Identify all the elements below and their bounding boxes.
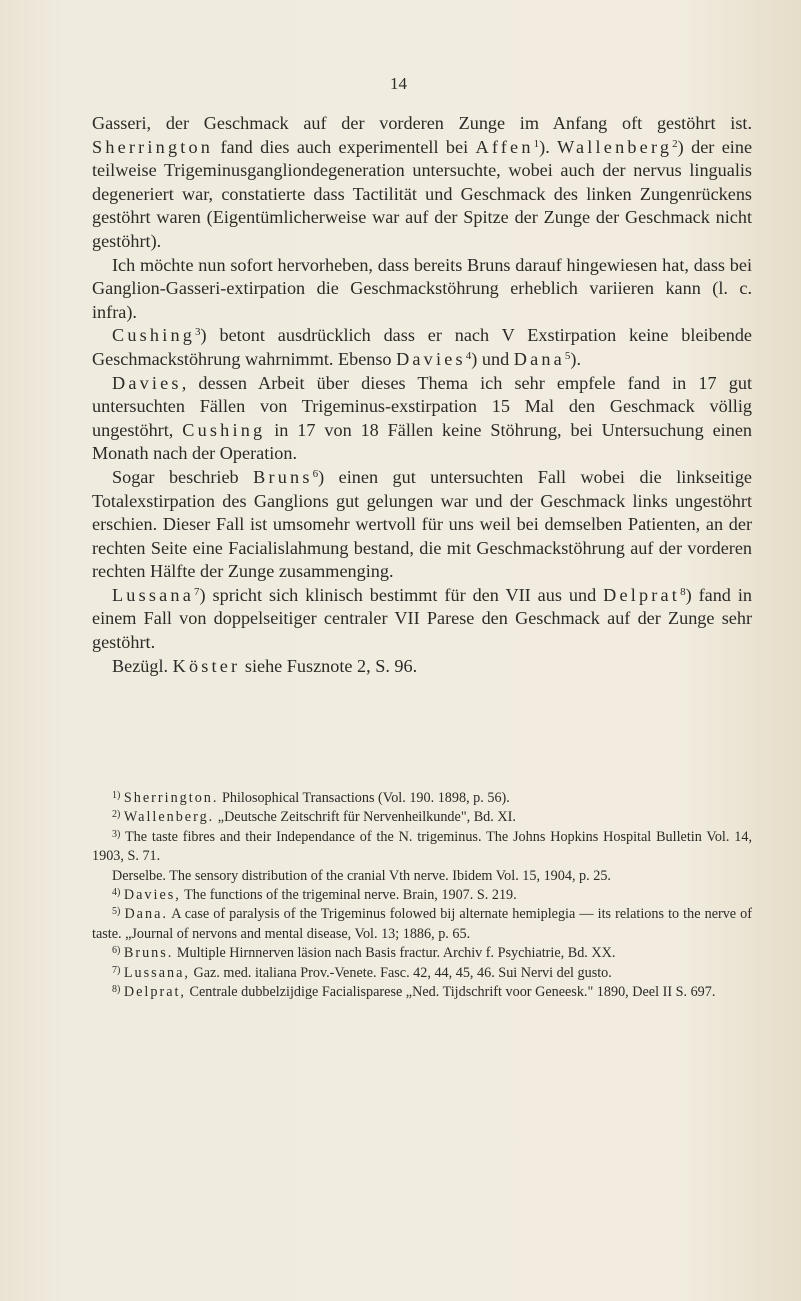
footnote-author: Sherrington. [123,790,219,806]
footnote-mark: 7) [112,964,121,976]
paragraph-1: Gasseri, der Geschmack auf der vorderen Zunge im Anfang oft gestöhrt ist. Sherrington fand dies auch experimentell bei Affen$^1$). Wallenberg$^2$) der eine teilweise Trigeminusgangliondegeneration untersuchte, wobei auch der nervus lingualis degeneriert war, constatierte dass Tactilität und Geschmack des linken Zungenrückens gestöhrt waren (Eigentümlicherweise war auf der Spitze der Zunge der Geschmack nicht gestöhrt). [92,113,753,251]
text-run: Bezügl. [112,655,173,676]
footnote-mark: 8) [112,984,121,996]
footnote-text: A case of paralysis of the Trigeminus folowed bij alternate hemiplegia — its relations to the nerve of taste. „Journal of nervons and mental disease, Vol. 13; 1886, p. 65. [92,906,753,942]
footnote-ref: 2 [672,137,678,150]
text-run: und [477,348,514,369]
paragraph-5: Sogar beschrieb Bruns$^6$) einen gut untersuchten Fall wobei die linkseitige Totalexstirpation des Ganglions gut gelungen war und der Geschmack links ungestöhrt erschien. Dieser Fall ist umsomehr wertvoll für uns weil bei demselben Patienten, an der rechten Seite eine Facialislahmung bestand, die mit Geschmackstöhrung auf der vorderen rechten Hälfte der Zunge zusammenging. [92,466,752,582]
author-name: Delprat [603,584,681,605]
footnote-mark: 1) [112,790,121,801]
author-name: Köster [172,655,241,676]
author-name: Cushing [112,325,196,346]
footnote-text: Gaz. med. italiana Prov.-Venete. Fasc. 42, 44, 45, 46. Sui Nervi del gusto. [189,964,612,981]
paragraph-3: Cushing$^3$) betont ausdrücklich dass er nach V Exstirpation keine bleibende Geschmackstöhrung wahrnimmt. Ebenso Davies$^4$) und Dana$^5$). [92,325,752,369]
footnote-author: Dana. [124,906,168,923]
footnote-text: Derselbe. The sensory distribution of the cranial Vth nerve. Ibidem Vol. 15, 1904, p. 25. [112,867,611,884]
footnote-text: Philosophical Transactions (Vol. 190. 1898, p. 56). [218,790,510,806]
author-name: Wallenberg [557,136,673,157]
text-run: fand dies auch experimentell bei [213,136,476,157]
footnote-mark: 5) [112,906,121,918]
footnote-mark: 3) [112,828,121,840]
text-run: betont ausdrücklich dass er nach V Exstirpation keine bleibende Geschmackstöhrung wahrnimmt. Ebenso [92,325,752,369]
author-name: Dana [513,348,565,369]
text-run: spricht sich klinisch bestimmt für den VII aus und [205,584,604,605]
footnote-4 [92,886,752,905]
footnote-ref: 6 [312,467,319,480]
footnote-text: „Deutsche Zeitschrift für Nervenheilkunde", Bd. XI. [214,809,516,826]
paragraph-6: Lussana$^7$) spricht sich klinisch bestimmt für den VII aus und Delprat$^8$) fand in einem Fall von doppelseitiger centraler VII Parese den Geschmack auf der Zunge sehr gestöhrt. [92,584,752,653]
author-name: Bruns [253,466,313,487]
paragraph-7 [92,655,752,679]
footnote-3-continued [92,867,752,886]
author-name: Davies [112,372,182,393]
body-text [92,112,752,678]
text-run: siehe Fusznote 2, S. 96. [240,655,418,676]
footnote-text: Multiple Hirnnerven läsion nach Basis fractur. Archiv f. Psychiatrie, Bd. XX. [173,945,616,962]
paragraph-4 [92,372,752,466]
footnote-text: Centrale dubbelzijdige Facialisparese „Ned. Tijdschrift voor Geneesk." 1890, Deel II S. 697. [185,984,716,1001]
text-run: Gasseri, der Geschmack auf der vorderen Zunge im Anfang oft gestöhrt ist. [92,113,752,133]
footnote-8 [92,983,752,1002]
text-run: . [576,348,582,369]
footnote-ref: 3 [195,326,201,339]
author-name: Lussana [112,584,194,605]
text-run: fand in einem Fall von doppelseitiger centraler VII Parese den Geschmack auf der Zunge sehr gestöhrt. [92,584,752,653]
footnote-mark: 4) [112,887,121,899]
footnote-ref: 1 [533,137,540,150]
footnote-text: The functions of the trigeminal nerve. Brain, 1907. S. 219. [180,887,517,904]
footnote-3 [92,828,752,867]
footnote-text: The taste fibres and their Independance of the N. trigeminus. The Johns Hopkins Hospital Bulletin Vol. 14, 1903, S. 71. [92,828,752,865]
page-number: 14 [390,74,407,93]
footnote-ref: 8 [680,585,686,598]
text-run: in 17 von 18 Fällen keine Stöhrung, bei Untersuchung einen Monath nach der Operation. [92,419,752,464]
footnote-5 [92,905,752,944]
footnote-ref: 4 [465,349,472,362]
text-run: , dessen Arbeit über dieses Thema ich sehr empfele fand in 17 gut untersuchten Fällen von Trigeminus-exstirpation 15 Mal den Geschmack völlig ungestöhrt, [92,372,752,440]
text-run: einen gut untersuchten Fall wobei die linkseitige Totalexstirpation des Ganglions gut gelungen war und der Geschmack links ungestöhrt erschien. Dieser Fall ist umsomehr wertvoll für uns weil bei demselben Patienten, an der rechten Seite eine Facialislahmung bestand, die mit Geschmackstöhrung auf der vorderen rechten Hälfte der Zunge zusammenging. [92,466,752,582]
footnote-author: Davies, [123,887,181,904]
footnote-mark: 6) [112,945,121,957]
author-name: Affen [475,136,534,157]
footnote-6 [92,944,752,963]
footnotes [92,789,752,1002]
author-name: Sherrington [92,136,214,157]
footnote-ref: 7 [194,585,200,598]
footnote-7 [92,964,752,983]
text-run: . [545,136,558,157]
footnote-1 [92,789,752,808]
text-run: der eine teilweise Trigeminusgangliondegeneration untersuchte, wobei auch der nervus lingualis degeneriert war, constatierte dass Tactilität und Geschmack des linken Zungenrückens gestöhrt waren (Eigentümlicherweise war auf der Spitze der Zunge der Geschmack nicht gestöhrt). [92,136,753,251]
footnote-author: Wallenberg. [123,809,215,826]
author-name: Davies [396,348,466,369]
author-name: Cushing [182,419,266,440]
footnote-author: Bruns. [123,945,174,962]
text-run: Ich möchte nun sofort hervorheben, dass bereits Bruns darauf hingewiesen hat, dass bei Ganglion-Gasseri-extirpation die Geschmackstöhrung erheblich variieren kann (l. c. infra). [92,254,752,322]
footnote-mark: 2) [112,809,121,821]
text-run: Sogar beschrieb [112,466,254,487]
footnote-author: Delprat, [123,984,186,1001]
footnote-author: Lussana, [123,964,190,981]
paragraph-2 [92,254,752,325]
footnote-ref: 5 [564,349,571,362]
footnote-2 [92,808,752,827]
